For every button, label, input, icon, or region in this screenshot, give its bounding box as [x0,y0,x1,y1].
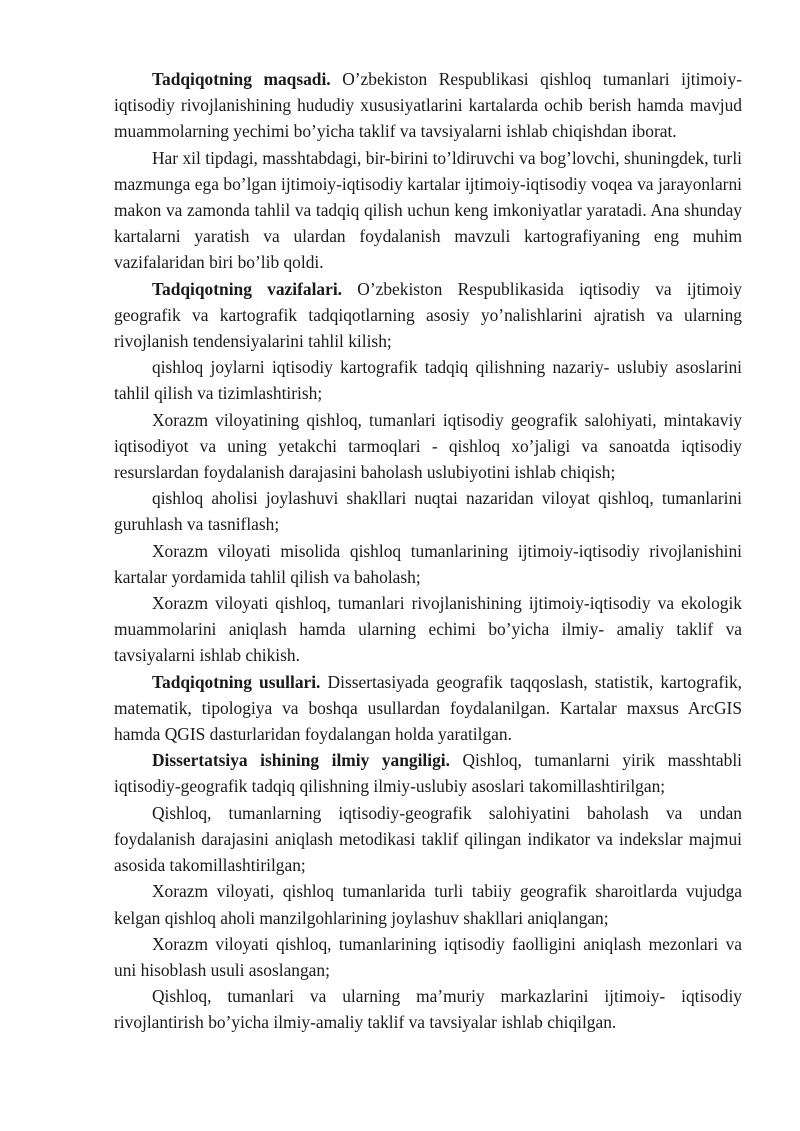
paragraph-text: Qishloq, tumanlarning iqtisodiy-geografik salohiyatini baholash va undan foydalanish darajasini aniqlash metodikasi taklif qilingan indikator va indekslar majmui asosida takomillashtirilgan; [114,802,742,876]
paragraph-task-item [114,538,742,590]
paragraph-task-item [114,354,742,406]
paragraph-heading: Tadqiqotning maqsadi. [152,69,331,89]
paragraph-text: O’zbekiston Respublikasida iqtisodiy va ijtimoiy geografik va kartografik tadqiqotlarning asosiy yo’nalishlarini ajratish va ularning rivojlanish tendensiyalarini tahlil kilish; [114,278,742,352]
paragraph-maps-importance [114,145,742,276]
paragraph-task-item [114,407,742,486]
paragraph-text: Qishloq, tumanlarni yirik masshtabli iqtisodiy-geografik tadqiq qilishning ilmiy-uslubiy asoslari takomillashtirilgan; [114,750,742,797]
paragraph-novelty-item [114,983,742,1035]
document-page [114,66,742,1036]
paragraph-novelty-item [114,800,742,879]
paragraph-research-tasks [114,276,742,355]
paragraph-task-item [114,485,742,537]
paragraph-heading: Tadqiqotning usullari. [152,671,321,692]
paragraph-text: Har xil tipdagi, masshtabdagi, bir-birini to’ldiruvchi va bog’lovchi, shuningdek, turli mazmunga ega bo’lgan ijtimoiy-iqtisodiy kartalar ijtimoiy-iqtisodiy voqea va jarayonlarni makon va zamonda tahlil va tadqiq qilish uchun keng imkoniyatlar yaratadi. Ana shunday kartalarni yaratish va ulardan foydalanish mavzuli kartografiyaning eng muhim vazifalaridan biri bo’lib qoldi. [114,147,742,273]
paragraph-text: Qishloq, tumanlari va ularning ma’muriy markazlarini ijtimoiy- iqtisodiy rivojlantirish bo’yicha ilmiy-amaliy taklif va tavsiyalar ishlab chiqilgan. [114,986,742,1033]
paragraph-text: Xorazm viloyati misolida qishloq tumanlarining ijtimoiy-iqtisodiy rivojlanishini kartalar yordamida tahlil qilish va baholash; [114,540,742,587]
paragraph-research-goal [114,66,742,145]
paragraph-research-methods [114,669,742,748]
paragraph-text: qishloq joylarni iqtisodiy kartografik tadqiq qilishning nazariy- uslubiy asoslarini tahlil qilish va tizimlashtirish; [114,357,742,404]
paragraph-text: Xorazm viloyatining qishloq, tumanlari iqtisodiy geografik salohiyati, mintakaviy iqtisodiyot va uning yetakchi tarmoqlari - qishloq xo’jaligi va sanoatda iqtisodiy resurslardan foydalanish darajasini baholash uslubiyotini ishlab chiqish; [114,409,742,483]
paragraph-text: O’zbekiston Respublikasi qishloq tumanlari ijtimoiy-iqtisodiy rivojlanishining hududiy xususiyatlarini kartalarda ochib berish hamda mavjud muammolarning yechimi bo’yicha taklif va tavsiyalarni ishlab chiqishdan iborat. [114,69,743,142]
paragraph-heading: Dissertatsiya ishining ilmiy yangiligi. [152,750,450,771]
paragraph-scientific-novelty [114,747,742,799]
paragraph-text: Xorazm viloyati qishloq, tumanlarining iqtisodiy faolligini aniqlash mezonlari va uni hisoblash usuli asoslangan; [114,933,742,980]
paragraph-novelty-item [114,878,742,930]
paragraph-task-item [114,590,742,669]
paragraph-text: Xorazm viloyati, qishloq tumanlarida turli tabiiy geografik sharoitlarda vujudga kelgan qishloq aholi manzilgohlarining joylashuv shakllari aniqlangan; [114,881,742,928]
paragraph-novelty-item [114,931,742,983]
paragraph-text: qishloq aholisi joylashuvi shakllari nuqtai nazaridan viloyat qishloq, tumanlarini guruhlash va tasniflash; [114,488,742,535]
paragraph-heading: Tadqiqotning vazifalari. [152,278,343,299]
paragraph-text: Xorazm viloyati qishloq, tumanlari rivojlanishining ijtimoiy-iqtisodiy va ekologik muammolarini aniqlash hamda ularning echimi bo’yicha ilmiy- amaliy taklif va tavsiyalarni ishlab chikish. [114,593,742,666]
paragraph-text: Dissertasiyada geografik taqqoslash, statistik, kartografik, matematik, tipologiya va boshqa usullardan foydalanilgan. Kartalar maxsus ArcGIS hamda QGIS dasturlaridan foydalangan holda yaratilgan. [114,671,742,745]
